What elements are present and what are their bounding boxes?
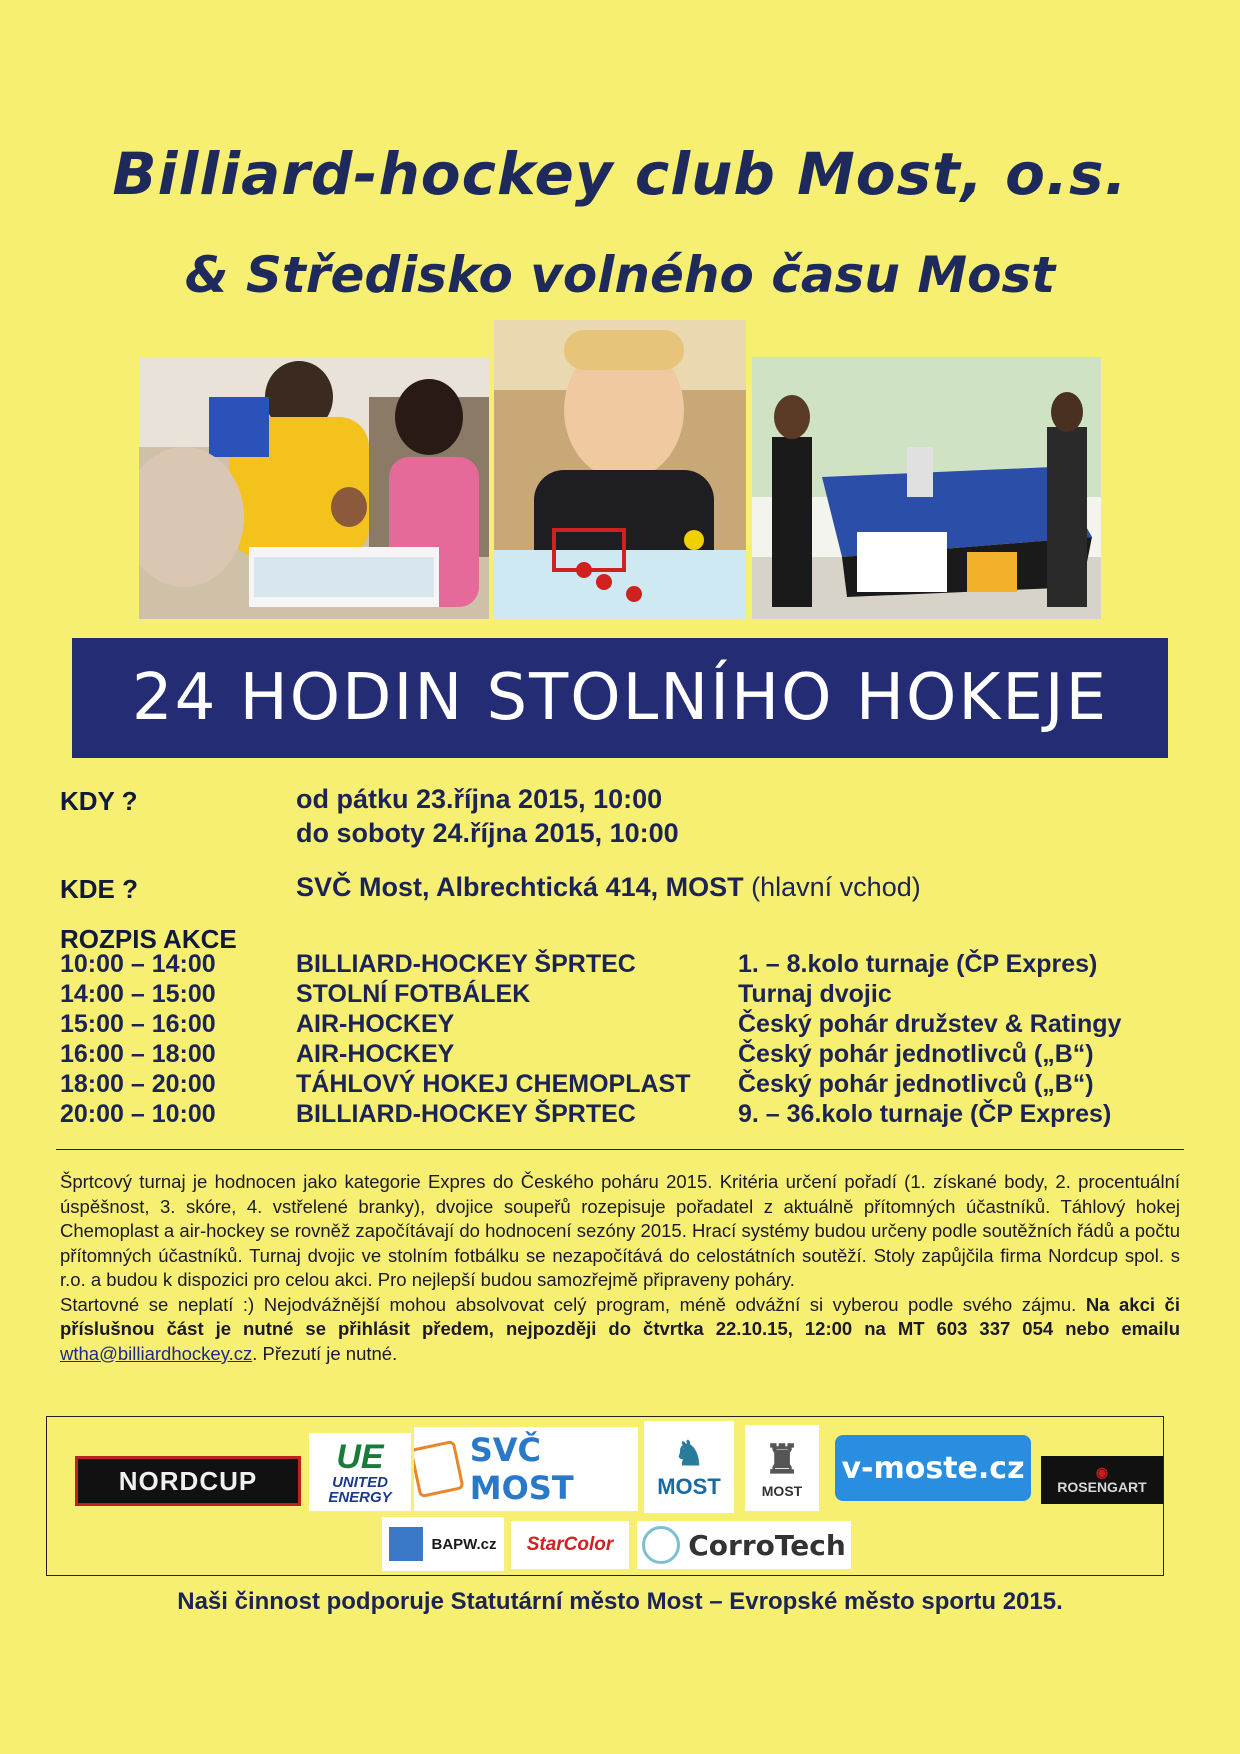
schedule-info: Český pohár jednotlivců („B“) <box>738 1070 1094 1098</box>
ue-mark-icon: UE <box>336 1438 384 1476</box>
starcolor-text: StarColor <box>526 1534 614 1555</box>
schedule-row <box>60 1100 1200 1130</box>
v-moste-logo <box>835 1435 1031 1501</box>
bapw-logo <box>382 1517 504 1571</box>
schedule-row <box>60 950 1200 980</box>
email-link[interactable]: wtha@billiardhockey.cz <box>60 1342 253 1364</box>
corrotech-text: CorroTech <box>688 1528 846 1562</box>
bapw-text: BAPW.cz <box>431 1535 497 1553</box>
schedule-row <box>60 1070 1200 1100</box>
dice-icon <box>414 1440 464 1498</box>
schedule-time: 20:00 – 10:00 <box>60 1100 216 1128</box>
rider-icon: ♞ <box>673 1435 705 1473</box>
description-paragraph-1: Šprtcový turnaj je hodnocen jako kategorie Expres do Českého poháru 2015. Kritéria určení pořadí (1. získané body, 2. procentuální úspěšnost, 3. skóre, 4. vstřelené branky), dvojice soupeřů rozepisuje pořadatel z aktuálně přítomných účastníků. Táhlový hokej Chemoplast a air-hockey se rovněž započítávají do hodnocení sezóny 2015. Hrací systémy budou určeny podle soutěžních řádů a počtu přítomných účastníků. Turnaj dvojic ve stolním fotbálku se nezapočítává do celostátních soutěží. Stoly zapůjčila firma Nordcup spol. s r.o. a budou k dispozici pro celou akci. Pro nejlepší budou samozřejmě připraveny poháry. <box>60 1171 1180 1290</box>
tower-icon: ♜ <box>764 1438 800 1482</box>
schedule-row <box>60 1010 1200 1040</box>
description-end: . Přezutí je nutné. <box>252 1342 398 1364</box>
when-start: od pátku 23.října 2015, 10:00 <box>296 784 663 814</box>
rosengart-logo <box>1041 1456 1163 1504</box>
schedule-event: STOLNÍ FOTBÁLEK <box>296 980 531 1008</box>
schedule-event: BILLIARD-HOCKEY ŠPRTEC <box>296 950 636 978</box>
schedule-time: 15:00 – 16:00 <box>60 1010 216 1038</box>
when-end: do soboty 24.října 2015, 10:00 <box>296 818 679 848</box>
photo-air-hockey <box>752 357 1101 619</box>
schedule-row <box>60 980 1200 1010</box>
photo-kids-table-hockey <box>139 357 489 619</box>
rosengart-text: ROSENGART <box>1057 1479 1147 1495</box>
divider <box>56 1149 1184 1150</box>
schedule-event: AIR-HOCKEY <box>296 1040 455 1068</box>
nordcup-text: NORDCUP <box>118 1465 258 1496</box>
schedule-table <box>60 950 1200 1130</box>
schedule-row <box>60 1040 1200 1070</box>
schedule-event: BILLIARD-HOCKEY ŠPRTEC <box>296 1100 636 1128</box>
schedule-time: 10:00 – 14:00 <box>60 950 216 978</box>
footer-support-note: Naši činnost podporuje Statutární město Most – Evropské město sportu 2015. <box>177 1588 1063 1615</box>
where-place: SVČ Most, Albrechtická 414, MOST <box>296 872 744 902</box>
svc-most-logo <box>414 1427 638 1511</box>
most-tower-logo <box>745 1425 819 1511</box>
registration-note: Na akci či příslušnou část je nutné se přihlásit předem, nejpozději do čtvrtka 22.10.15, 12:00 na MT 603 337 054 nebo emailu <box>60 1293 1180 1339</box>
svc-text: SVČ MOST <box>469 1431 574 1507</box>
schedule-info: Český pohár družstev & Ratingy <box>738 1010 1122 1038</box>
nordcup-logo <box>75 1456 301 1506</box>
schedule-event: AIR-HOCKEY <box>296 1010 455 1038</box>
most-city-text: MOST <box>657 1474 721 1499</box>
most-tower-text: MOST <box>761 1483 803 1499</box>
bapw-icon <box>389 1527 423 1561</box>
schedule-info: Turnaj dvojic <box>738 980 892 1008</box>
photo-boy-with-goal <box>494 320 746 619</box>
description-paragraph-2: Startovné se neplatí :) Nejodvážnější mohou absolvovat celý program, méně odvážní si vyberou podle svého zájmu. <box>60 1293 1077 1315</box>
sponsors-box <box>46 1416 1164 1576</box>
schedule-time: 14:00 – 15:00 <box>60 980 216 1008</box>
schedule-info: 1. – 8.kolo turnaje (ČP Expres) <box>738 950 1098 978</box>
schedule-info: Český pohár jednotlivců („B“) <box>738 1040 1094 1068</box>
starcolor-logo <box>511 1521 629 1569</box>
ue-text-1: UNITED <box>332 1474 388 1491</box>
most-city-logo <box>644 1421 734 1513</box>
schedule-heading: ROZPIS AKCE <box>60 924 237 954</box>
ue-text-2: ENERGY <box>328 1489 392 1506</box>
corrotech-logo <box>637 1521 851 1569</box>
when-label: KDY ? <box>60 786 138 816</box>
schedule-info: 9. – 36.kolo turnaje (ČP Expres) <box>738 1100 1112 1128</box>
event-banner: 24 HODIN STOLNÍHO HOKEJE <box>72 638 1168 758</box>
where-label: KDE ? <box>60 874 138 904</box>
united-energy-logo <box>309 1433 411 1511</box>
description-text <box>60 1170 1180 1366</box>
schedule-event: TÁHLOVÝ HOKEJ CHEMOPLAST <box>296 1070 691 1098</box>
corrotech-globe-icon <box>642 1526 680 1564</box>
club-subtitle: & Středisko volného času Most <box>184 246 1056 304</box>
where-note: (hlavní vchod) <box>751 872 921 902</box>
where-address <box>296 872 921 903</box>
schedule-time: 18:00 – 20:00 <box>60 1070 216 1098</box>
schedule-time: 16:00 – 18:00 <box>60 1040 216 1068</box>
rosengart-emblem-icon: ◉ <box>1095 1464 1109 1480</box>
club-title: Billiard-hockey club Most, o.s. <box>112 140 1128 208</box>
v-moste-text: v-moste.cz <box>841 1450 1025 1486</box>
